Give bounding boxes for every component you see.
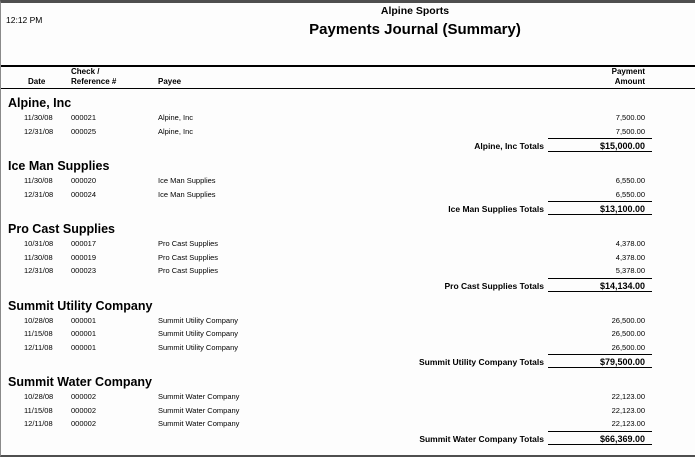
payee-group-total-label: Summit Utility Company Totals <box>419 357 544 367</box>
payee-group-total-row <box>1 278 695 292</box>
payee-group-heading: Pro Cast Supplies <box>8 222 115 236</box>
payment-check-number: 000025 <box>71 126 97 136</box>
payment-amount: 4,378.00 <box>615 239 645 248</box>
payee-group-total-row <box>1 431 695 445</box>
column-header-check-line2: Reference # <box>71 77 117 86</box>
company-name: Alpine Sports <box>380 5 450 17</box>
payment-payee: Summit Utility Company <box>158 342 239 352</box>
payee-group-rows <box>1 111 695 138</box>
payment-date: 12/31/08 <box>24 266 54 275</box>
payment-amount: 26,500.00 <box>611 342 645 352</box>
payment-date: 10/31/08 <box>24 239 54 248</box>
column-header-payee <box>158 67 525 88</box>
payment-amount: 7,500.00 <box>615 113 645 122</box>
column-header-amount-line1: Payment <box>611 67 645 76</box>
payment-check-number: 000024 <box>71 189 97 199</box>
column-header-date <box>1 67 71 88</box>
payment-payee: Alpine, Inc <box>158 113 194 122</box>
payment-date: 11/30/08 <box>24 113 53 122</box>
payment-row <box>1 125 695 139</box>
payment-payee: Summit Water Company <box>158 419 240 428</box>
payee-group-total-label: Ice Man Supplies Totals <box>448 204 544 214</box>
payment-amount: 26,500.00 <box>611 315 645 325</box>
column-header-payee-label: Payee <box>158 77 182 86</box>
payment-check-number: 000020 <box>71 176 97 185</box>
payment-amount: 6,550.00 <box>615 176 645 185</box>
column-header-amount-line2: Amount <box>614 77 645 86</box>
payee-group-rows <box>1 314 695 355</box>
payment-date: 12/31/08 <box>24 126 54 136</box>
report-header <box>134 3 695 39</box>
payee-group-heading: Alpine, Inc <box>8 96 72 110</box>
payee-group-total-label: Summit Water Company Totals <box>419 433 544 444</box>
payment-date: 12/11/08 <box>24 419 53 428</box>
payment-amount: 4,378.00 <box>615 252 645 262</box>
payment-date: 10/28/08 <box>24 392 54 401</box>
payment-amount: 7,500.00 <box>615 126 645 136</box>
payment-payee: Summit Utility Company <box>158 329 239 338</box>
payment-row <box>1 390 695 404</box>
payment-payee: Ice Man Supplies <box>158 189 216 199</box>
payment-payee: Pro Cast Supplies <box>158 252 219 262</box>
payment-amount: 6,550.00 <box>615 189 645 199</box>
column-header-date-label: Date <box>28 77 46 86</box>
payee-group-total-amount: $14,134.00 <box>548 278 652 292</box>
report-title: Payments Journal (Summary) <box>309 21 521 38</box>
payment-row <box>1 111 695 125</box>
payee-group-total-row <box>1 138 695 152</box>
payee-group-total-amount: $13,100.00 <box>548 201 652 215</box>
payee-group-total-amount: $66,369.00 <box>548 431 652 445</box>
payee-group-rows <box>1 390 695 431</box>
payment-check-number: 000023 <box>71 266 97 275</box>
payment-row <box>1 404 695 418</box>
payment-row <box>1 314 695 328</box>
payment-row <box>1 341 695 355</box>
payment-check-number: 000001 <box>71 315 97 325</box>
payee-group-rows <box>1 237 695 278</box>
payment-row <box>1 264 695 278</box>
payment-payee: Summit Water Company <box>158 392 240 401</box>
payment-date: 11/30/08 <box>24 176 53 185</box>
payment-row <box>1 417 695 431</box>
payment-date: 11/30/08 <box>24 252 53 262</box>
payee-group-heading: Summit Utility Company <box>8 298 153 313</box>
payment-row <box>1 237 695 251</box>
payee-group <box>1 375 695 445</box>
payment-date: 12/11/08 <box>24 342 53 352</box>
column-header-payment-amount <box>525 67 695 88</box>
payment-amount: 22,123.00 <box>611 405 645 415</box>
payment-check-number: 000021 <box>71 113 97 122</box>
payment-check-number: 000019 <box>71 252 97 262</box>
payment-amount: 5,378.00 <box>615 266 645 275</box>
payment-date: 11/15/08 <box>24 405 53 415</box>
payee-group-heading: Summit Water Company <box>8 375 153 389</box>
payee-group-total-row <box>1 354 695 368</box>
payment-check-number: 000001 <box>71 329 97 338</box>
payment-amount: 22,123.00 <box>611 419 645 428</box>
payment-date: 10/28/08 <box>24 315 54 325</box>
payment-row <box>1 251 695 265</box>
payment-check-number: 000002 <box>71 392 97 401</box>
payment-amount: 22,123.00 <box>611 392 645 401</box>
payment-check-number: 000001 <box>71 342 97 352</box>
payment-row <box>1 188 695 202</box>
payee-group-total-row <box>1 201 695 215</box>
payee-group-total-label: Alpine, Inc Totals <box>474 141 544 151</box>
payment-payee: Summit Water Company <box>158 405 240 415</box>
payee-group <box>1 96 695 152</box>
payment-payee: Alpine, Inc <box>158 126 194 136</box>
payee-group <box>1 299 695 369</box>
payee-group-heading: Ice Man Supplies <box>8 159 110 173</box>
payee-group-total-label: Pro Cast Supplies Totals <box>444 280 544 291</box>
payment-check-number: 000002 <box>71 405 97 415</box>
payment-date: 11/15/08 <box>24 329 53 338</box>
column-header-check-line1: Check / <box>71 67 100 76</box>
payment-payee: Summit Utility Company <box>158 315 239 325</box>
payment-payee: Pro Cast Supplies <box>158 266 219 275</box>
payment-check-number: 000017 <box>71 239 97 248</box>
payment-check-number: 000002 <box>71 419 97 428</box>
payment-row <box>1 174 695 188</box>
table-column-headers <box>1 65 695 89</box>
payee-group-rows <box>1 174 695 201</box>
report-body <box>1 96 695 445</box>
payee-group <box>1 222 695 292</box>
payment-row <box>1 327 695 341</box>
payee-group <box>1 159 695 215</box>
payment-payee: Ice Man Supplies <box>158 176 216 185</box>
payment-amount: 26,500.00 <box>611 329 645 338</box>
column-header-check-reference <box>71 67 158 88</box>
payee-group-total-amount: $15,000.00 <box>548 138 652 152</box>
payment-payee: Pro Cast Supplies <box>158 239 219 248</box>
report-timestamp: 12:12 PM <box>6 15 43 25</box>
payment-date: 12/31/08 <box>24 189 54 199</box>
payee-group-total-amount: $79,500.00 <box>548 354 652 368</box>
